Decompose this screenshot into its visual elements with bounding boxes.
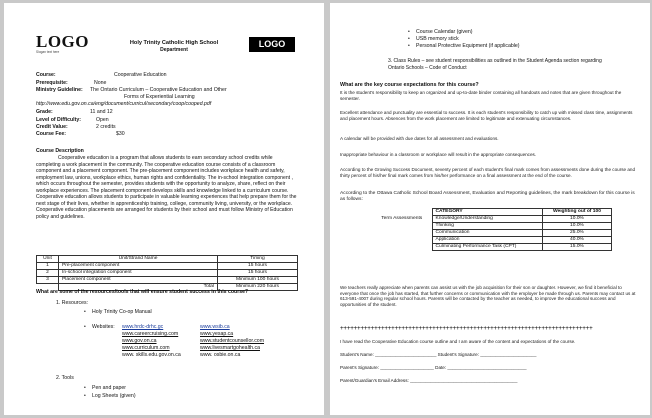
guidelines-value-line2: Forms of Experiential Learning xyxy=(124,94,195,100)
description-text: Cooperative education is a program that allows students to earn secondary school credits while completing a work placement in the community. The cooperative education course consists of a classroom component and a placement component. The pre-placement component includes workplace health and safety, employment law, unions, workplace ethics, human rights and confidentiality. The in-school integration component , which occurs throughout the semester, provides students with the opportunity to analyze, share, reflect on their workplace experiences. The placement component develops skills and knowledge linked to a curriculum course. Cooperative education allows students to participate in valuable learning experiences that help prepare them for the next stage of their lives, whether in apprenticeship training, college, community living, university, or the workplace. Cooperative education placements are arranged for students by their school and must follow Ministry of Education policy and guidelines. xyxy=(36,155,297,220)
category-cell: Knowledge/Understanding xyxy=(432,216,542,223)
bullet-icon: • xyxy=(408,43,410,49)
website-link[interactable]: www.wsib.ca xyxy=(200,324,230,330)
table-row xyxy=(372,244,612,251)
top-bullet: Personal Protective Equipment (if applicable) xyxy=(416,43,520,49)
weight-cell: 10.0% xyxy=(542,216,611,223)
resources-question: What are some of the resources/tools that will ensure student success in this course? xyxy=(36,289,249,295)
weighting-header: Weighting out of 100 xyxy=(542,209,611,216)
unit-table xyxy=(36,255,298,291)
school-logo-right: LOGO xyxy=(249,37,295,52)
term-assessments-label: Term Assessments xyxy=(381,216,423,221)
unit-cell: 1 xyxy=(37,263,59,270)
bullet-icon: • xyxy=(84,324,86,330)
tools-item: 2. Tools xyxy=(56,375,74,381)
expectation-paragraph: According to the Ottawa Catholic School Board Assessment, Evaluation and Reporting guidelines, the mark breakdown for this course is as follows: xyxy=(340,191,635,202)
guidelines-label: Ministry Guideline: xyxy=(36,87,83,93)
table-row xyxy=(37,263,298,270)
department-name: Department xyxy=(160,47,188,53)
resources-item: 1. Resources: xyxy=(56,300,89,306)
parent-email-line[interactable]: Parent/Guardian's Email Address: __________________________________________ xyxy=(340,378,518,383)
page-2 xyxy=(330,3,650,415)
website-link[interactable]: www.gov.on.ca xyxy=(122,338,157,344)
table-row xyxy=(372,237,612,244)
website-link[interactable]: www.curriculum.com xyxy=(122,345,170,351)
fee-value: $30 xyxy=(116,131,125,137)
credit-value: 2 credits xyxy=(96,124,116,130)
bullet-icon: • xyxy=(84,393,86,399)
strand-cell: Placement component xyxy=(59,277,218,284)
table-row xyxy=(372,216,612,223)
table-row xyxy=(372,223,612,230)
category-cell: Culminating Performance Task (CPT) xyxy=(432,244,542,251)
grade-value: 11 and 12 xyxy=(90,109,113,115)
website-link[interactable]: www.livesmartgohealth.ca xyxy=(200,345,260,351)
strand-header: Unit/Strand Name xyxy=(59,256,218,263)
course-value: Cooperative Education xyxy=(114,72,167,78)
expectations-heading: What are the key course expectations for this course? xyxy=(340,82,479,88)
top-bullet: USB memory stick xyxy=(416,36,459,42)
category-cell: Thinking xyxy=(432,223,542,230)
expectation-paragraph: Inappropriate behaviour in a classroom or workplace will result in the appropriate consequences. xyxy=(340,152,537,157)
unit-cell: 3 xyxy=(37,277,59,284)
total-label: Total xyxy=(59,284,218,291)
website-link[interactable]: www.studentcounsellor.com xyxy=(200,338,265,344)
school-name: Holy Trinity Catholic High School xyxy=(129,40,219,46)
expectation-paragraph: According to the Growing Success Document, seventy percent of each student's final mark comes from assessments done during the course and thirty percent of his/her final mark comes from his/her performance on a final assessment at the end of the course. xyxy=(340,167,636,178)
table-row xyxy=(37,277,298,284)
top-bullet: Course Calendar (given) xyxy=(416,29,473,35)
unit-cell: 2 xyxy=(37,270,59,277)
website-link[interactable]: www. osbie.on.ca xyxy=(200,352,241,358)
bullet-icon: • xyxy=(84,309,86,315)
weight-cell: 40.0% xyxy=(542,237,611,244)
course-label: Course: xyxy=(36,72,56,78)
expectation-paragraph: Excellent attendance and punctuality are essential to success. It is each student's responsibility to catch up with missed class time, assignments and placement hours. Absences from the work placement are limited to legitimate and extenuating circumstances. xyxy=(340,110,633,121)
table-row xyxy=(372,230,612,237)
logo-tagline: Slogan text here xyxy=(36,50,60,54)
page-1 xyxy=(4,3,324,415)
coop-manual: Holy Trinity Co-op Manual xyxy=(92,309,152,315)
grade-label: Grade: xyxy=(36,109,53,115)
strand-cell: Pre-placement component xyxy=(59,263,218,270)
website-link[interactable]: www.yesap.ca xyxy=(200,331,234,337)
prereq-value: None xyxy=(94,80,107,86)
category-cell: Application xyxy=(432,237,542,244)
difficulty-label: Level of Difficulty: xyxy=(36,117,81,123)
timing-cell: 15 hours xyxy=(218,270,298,277)
weight-cell: 15.0% xyxy=(542,244,611,251)
timing-cell: Minimum 100 hours xyxy=(218,277,298,284)
category-table xyxy=(372,208,612,251)
weight-cell: 10.0% xyxy=(542,223,611,230)
parent-signature-line[interactable]: Parent's Signature: _____________________ Date: _______________________________ xyxy=(340,365,527,370)
website-link[interactable]: www. skills.edu.gov.on.ca xyxy=(122,352,181,358)
timing-header: Timing xyxy=(218,256,298,263)
timing-cell: 15 hours xyxy=(218,263,298,270)
tools-bullet: Log Sheets (given) xyxy=(92,393,136,399)
table-row xyxy=(37,270,298,277)
school-logo-left: LOGO xyxy=(36,32,90,51)
description-heading: Course Description xyxy=(36,148,84,154)
fee-label: Course Fee: xyxy=(36,131,66,137)
expectation-paragraph: A calendar will be provided with due dates for all assessment and evaluations. xyxy=(340,136,499,141)
bullet-icon: • xyxy=(84,385,86,391)
total-value: Minimum 220 hours xyxy=(218,284,298,291)
tools-bullet: Pen and paper xyxy=(92,385,127,391)
class-rules: 3. Class Rules – see student responsibilities as outlined in the Student Agenda section regarding Ontario Schools – Code of Conduct xyxy=(388,58,602,71)
category-header: CATEGORY xyxy=(432,209,542,216)
category-cell: Communication xyxy=(432,230,542,237)
expectation-paragraph: It is the student's responsibility to keep an organized and up-to-date binder containing all handouts and notes that are given throughout the semester. xyxy=(340,90,622,101)
website-link[interactable]: www.hrdc-drhc.gc xyxy=(122,324,164,330)
separator-line: ++++++++++++++++++++++++++++++++++++++++++++++++++++++++++++++++++++++++++ xyxy=(340,325,593,332)
guidelines-value-line1: The Ontario Curriculum – Cooperative Education and Other xyxy=(90,87,227,93)
difficulty-value: Open xyxy=(96,117,109,123)
websites-label: Websites: xyxy=(92,324,115,330)
bullet-icon: • xyxy=(408,29,410,35)
read-statement: I have read the Cooperative Education course outline and I am aware of the content and expectations of the course. xyxy=(340,339,576,344)
prereq-label: Prerequisite: xyxy=(36,80,68,86)
credit-label: Credit Value: xyxy=(36,124,68,130)
unit-header: Unit xyxy=(37,256,59,263)
guidelines-url[interactable]: http://www.edu.gov.on.ca/eng/document/curricul/secondary/coop/cooped.pdf xyxy=(36,101,212,107)
parents-paragraph: We teachers really appreciate when parents can assist us with the job acquisition for their son or daughter. However, we find it beneficial to everyone that once the job has started, that further concerns or communication with the employer be made through us. Parents may contact us at 613-591-4007 during regular school hours. Parents will be contacted by the teacher as needed, to improve the educational success and opportunities of the student. xyxy=(340,285,636,307)
weight-cell: 25.0% xyxy=(542,230,611,237)
student-signature-line[interactable]: Student's Name: ________________________ Student's Signature: ______________________ xyxy=(340,352,537,357)
bullet-icon: • xyxy=(408,36,410,42)
website-link[interactable]: www.careercruising.com xyxy=(122,331,179,337)
strand-cell: In-school integration component xyxy=(59,270,218,277)
